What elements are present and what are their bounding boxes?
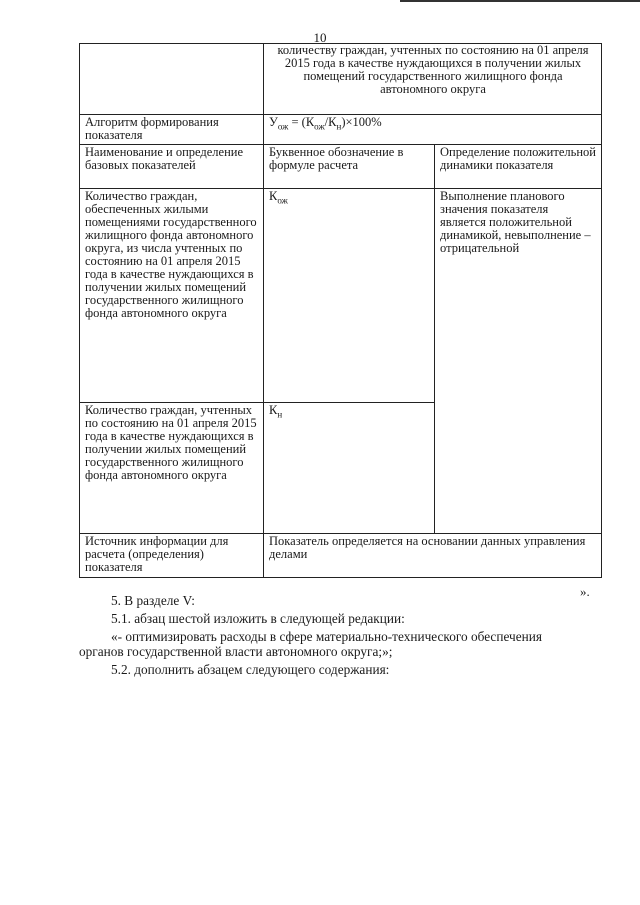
row1-dynamics: Выполнение планового значения показателя является положительной динамикой, невыполнение – отрицательной (435, 189, 602, 534)
row2-symbol: $К_н$ (264, 403, 435, 534)
page-number: 10 (313, 30, 327, 45)
table-row (80, 189, 602, 403)
paragraph-5-1: 5.1. абзац шестой изложить в следующей редакции: (111, 611, 405, 626)
source-label: Источник информации для расчета (определения) показателя (80, 534, 264, 578)
top-edge-line (400, 0, 640, 2)
closing-quote: ». (580, 584, 590, 599)
empty-cell (80, 44, 264, 115)
formula: $У_{ож} = (К_{ож}/К_н)\times 100\%$ (269, 115, 382, 132)
paragraph-quote-line1: «- оптимизировать расходы в сфере материально-технического обеспечения (111, 629, 542, 644)
source-row (80, 534, 602, 578)
row2-name: Количество граждан, учтенных по состоянию на 01 апреля 2015 года в качестве нуждающихся в получении жилых помещений государственного жилищного фонда автономного округа (80, 403, 264, 534)
row1-name: Количество граждан, обеспеченных жилыми помещениями государственного жилищного фонда автономного округа, из числа учтенных по состоянию на 01 апреля 2015 года в качестве нуждающихся в получении жилых помещений государственного жилищного фонда автономного округа (80, 189, 264, 403)
indicator-table (79, 43, 602, 578)
header-name: Наименование и определение базовых показателей (80, 145, 264, 189)
source-value: Показатель определяется на основании данных управления делами (264, 534, 602, 578)
header-row (80, 145, 602, 189)
algorithm-row (80, 115, 602, 145)
paragraph-quote-line2: органов государственной власти автономного округа;»; (79, 644, 393, 659)
row1-symbol: $К_{ож}$ (264, 189, 435, 403)
paragraph-5-2: 5.2. дополнить абзацем следующего содержания: (111, 662, 390, 677)
continuation-text: количеству граждан, учтенных по состоянию на 01 апреля 2015 года в качестве нуждающихся в получении жилых помещений государственного жилищного фонда автономного округа (264, 44, 602, 115)
formula-cell (264, 115, 602, 145)
continuation-row (80, 44, 602, 115)
header-symbol: Буквенное обозначение в формуле расчета (264, 145, 435, 189)
paragraph-section-5: 5. В разделе V: (111, 593, 195, 608)
algorithm-label: Алгоритм формирования показателя (80, 115, 264, 145)
header-dynamics: Определение положительной динамики показателя (435, 145, 602, 189)
